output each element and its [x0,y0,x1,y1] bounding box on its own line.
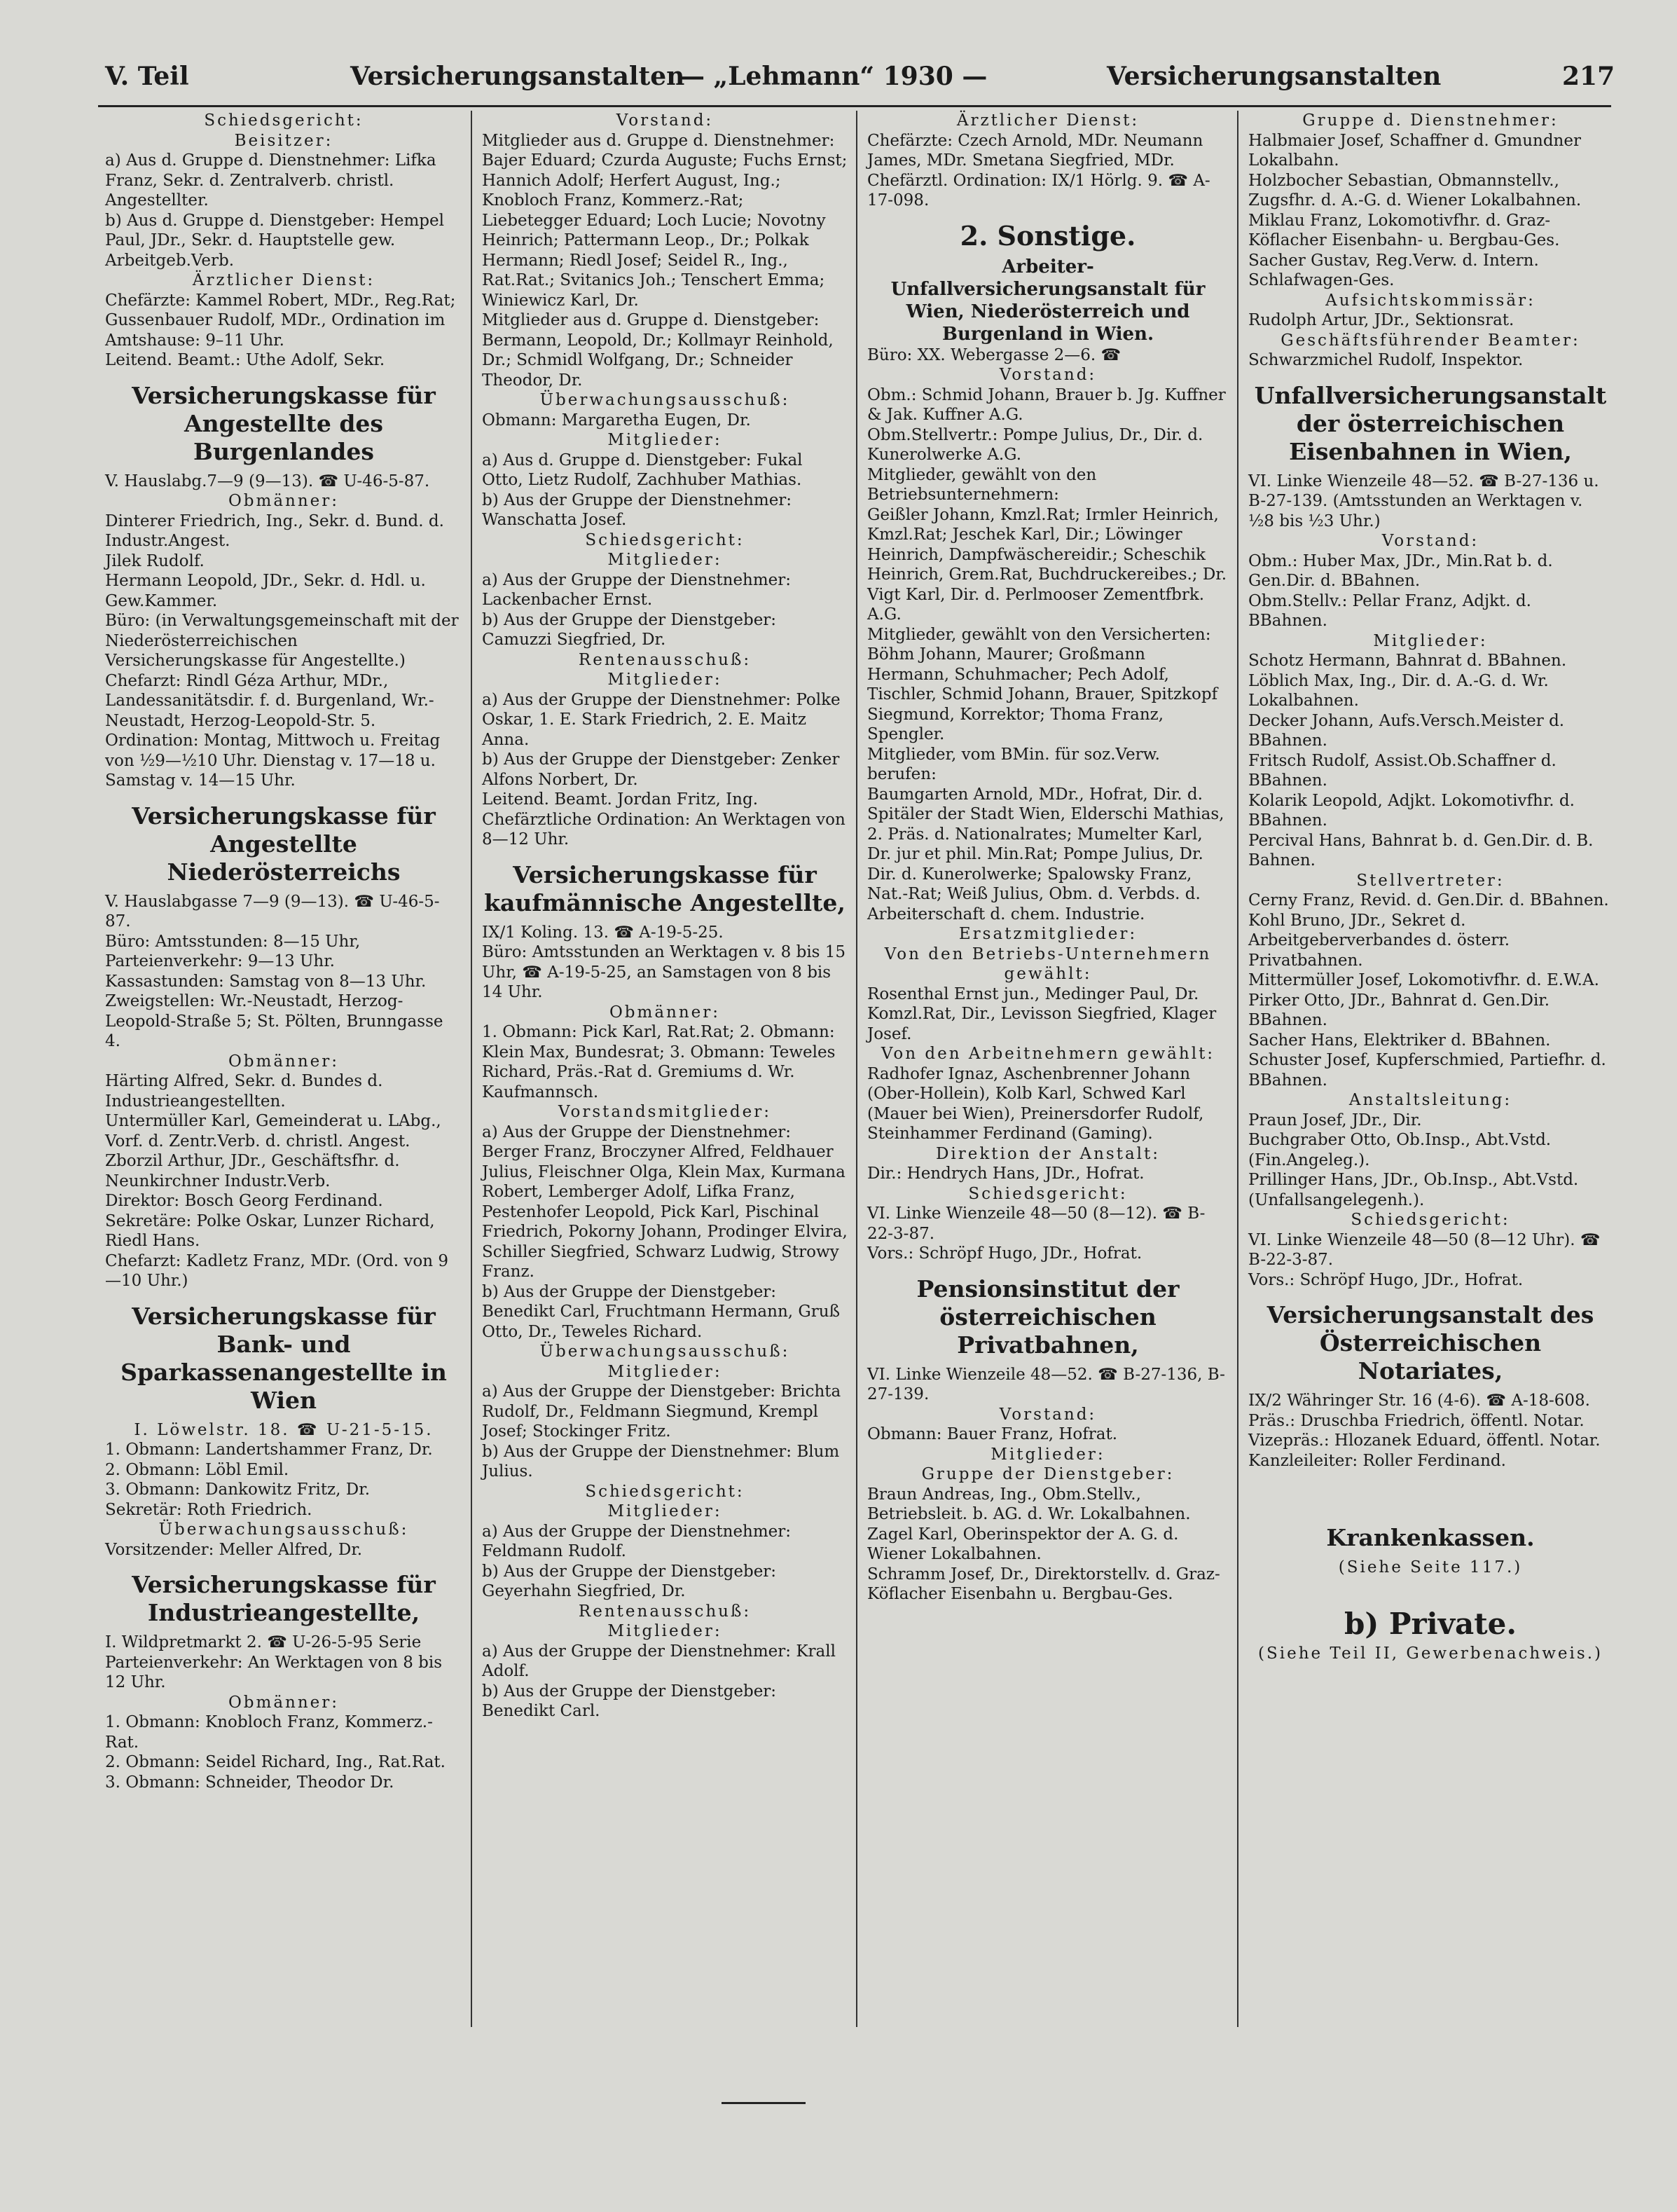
subheading: Gruppe d. Dienstnehmer: [1302,111,1559,130]
subheading: Direktion der Anstalt: [935,1144,1161,1163]
subheading: Stellvertreter: [1356,871,1505,890]
entry: 1. Obmann: Knobloch Franz, Kommerz.-Rat. [105,1713,433,1752]
subheading: Schiedsgericht: [968,1184,1128,1203]
section-title: Versicherungskasse für Bank- und Sparkassenangestellte in Wien [120,1302,447,1414]
column-4 [1248,111,1613,1663]
entry: Ordination: Montag, Mittwoch u. Freitag von ½9—½10 Uhr. Dienstag v. 17—18 u. Samstag v. 14—15 Uhr. [105,731,441,790]
entry: Mitglieder, vom BMin. für soz.Verw. berufen: [867,745,1160,783]
entry: b) Aus der Gruppe der Dienstgeber: Zenker Alfons Norbert, Dr. [482,750,840,789]
section-title: Versicherungskasse für Industrieangestellte, [132,1571,436,1626]
entry: Braun Andreas, Ing., Obm.Stellv., Betriebsleit. b. AG. d. Wr. Lokalbahnen. [867,1485,1191,1523]
address: V. Hauslabgasse 7—9 (9—13). ☎ U-46-5-87. [105,892,440,930]
subheading: Mitglieder: [1373,631,1488,650]
subheading: Ärztlicher Dienst: [192,271,375,289]
entry: Vors.: Schröpf Hugo, JDr., Hofrat. [1248,1270,1524,1289]
column-divider [471,111,472,2027]
entry: Radhofer Ignaz, Aschenbrenner Johann (Ober-Hollein), Kolb Karl, Schwed Karl (Mauer bei Wien), Preinersdorfer Rudolf, Steinhammer Ferdinand (Gaming). [867,1064,1204,1143]
subheading: Vorstand: [1381,532,1479,550]
subheading: Geschäftsführender Beamter: [1281,331,1580,350]
entry: Vizepräs.: Hlozanek Eduard, öffentl. Notar. [1248,1431,1601,1450]
subheading: Schiedsgericht: [1351,1211,1510,1229]
subheading: Gruppe der Dienstgeber: [921,1465,1175,1483]
entry: Sekretäre: Polke Oskar, Lunzer Richard, Riedl Hans. [105,1211,435,1250]
subheading: Von den Arbeitnehmern gewählt: [881,1045,1215,1063]
address: IX/2 Währinger Str. 16 (4-6). ☎ A-18-608. [1248,1392,1590,1410]
entry: 2. Obmann: Löbl Emil. [105,1460,289,1479]
entry: Löblich Max, Ing., Dir. d. A.-G. d. Wr. Lokalbahnen. [1248,671,1549,710]
subheading: Vorstandsmitglieder: [558,1103,771,1121]
subheading: Obmänner: [609,1003,721,1022]
subheading: Mitglieder: [607,551,722,569]
subheading: Schiedsgericht: [585,1482,745,1501]
entry: 3. Obmann: Dankowitz Fritz, Dr. [105,1481,371,1499]
entry: Leitend. Beamt. Jordan Fritz, Ing. [482,790,758,809]
entry: Obmann: Bauer Franz, Hofrat. [867,1425,1118,1443]
entry: Chefärzte: Kammel Robert, MDr., Reg.Rat; Gussenbauer Rudolf, MDr., Ordination im Amtshause: 9–11 Uhr. [105,291,456,350]
entry: Kohl Bruno, JDr., Sekret d. Arbeitgeberverbandes d. österr. Privatbahnen. [1248,911,1510,970]
section-title: 2. Sonstige. [960,219,1136,252]
entry: Chefärzte: Czech Arnold, MDr. Neumann James, MDr. Smetana Siegfried, MDr. [867,131,1203,170]
section-title: Versicherungskasse für kaufmännische Angestellte, [484,860,846,916]
entry: Praun Josef, JDr., Dir. [1248,1111,1422,1129]
subheading: Obmänner: [228,1052,340,1071]
subheading: Rentenausschuß: [578,650,752,669]
section-title: Arbeiter-Unfallversicherungsanstalt für Wien, Niederösterreich und Burgenland in Wien. [890,256,1206,345]
entry: Chefärztliche Ordination: An Werktagen von 8—12 Uhr. [482,810,846,849]
entry: a) Aus der Gruppe der Dienstnehmer: Krall Adolf. [482,1642,836,1680]
column-1 [105,111,462,1792]
section-title: Versicherungsanstalt des Österreichischen Notariates, [1267,1301,1594,1385]
end-rule [722,2102,806,2104]
cross-reference: (Siehe Teil II, Gewerbenachweis.) [1258,1644,1603,1663]
entry: Kassastunden: Samstag von 8—13 Uhr. [105,972,427,991]
entry: b) Aus der Gruppe der Dienstnehmer: Blum Julius. [482,1442,840,1481]
entry: Kolarik Leopold, Adjkt. Lokomotivfhr. d. BBahnen. [1248,791,1575,830]
subheading: Mitglieder: [607,1502,722,1520]
entry: a) Aus der Gruppe der Dienstgeber: Brichta Rudolf, Dr., Feldmann Siegmund, Krempl Josef; Stockinger Fritz. [482,1382,841,1441]
subheading: Obmänner: [228,1693,340,1712]
entry: Kanzleileiter: Roller Ferdinand. [1248,1451,1506,1470]
entry: b) Aus der Gruppe der Dienstnehmer: Wanschatta Josef. [482,490,792,529]
subheading: Mitglieder: [607,431,722,449]
entry: Mitglieder aus d. Gruppe d. Dienstgeber: Bermann, Leopold, Dr.; Kollmayr Reinhold, Dr.; Schmidl Wolfgang, Dr.; Schneider Theodor, Dr. [482,311,834,390]
subheading: Schiedsgericht: [585,530,745,549]
entry: Rudolph Artur, JDr., Sektionsrat. [1248,311,1514,329]
entry: a) Aus der Gruppe der Dienstnehmer: Polke Oskar, 1. E. Stark Friedrich, 2. E. Maitz Anna. [482,690,841,749]
subheading: Vorstand: [999,366,1097,384]
subheading: Überwachungsausschuß: [158,1520,409,1539]
entry: Direktor: Bosch Georg Ferdinand. [105,1192,383,1210]
address: VI. Linke Wienzeile 48—52. ☎ B-27-136, B-27-139. [867,1365,1225,1403]
subheading: Mitglieder: [991,1445,1105,1464]
subheading: Überwachungsausschuß: [539,1342,790,1361]
entry: a) Aus d. Gruppe d. Dienstnehmer: Lifka Franz, Sekr. d. Zentralverb. christl. Angestellter. [105,151,436,209]
address: Büro: XX. Webergasse 2—6. ☎ [867,345,1122,364]
subheading: Vorstand: [616,111,714,130]
subheading: Rentenausschuß: [578,1602,752,1621]
entry: Präs.: Druschba Friedrich, öffentl. Notar. [1248,1411,1585,1430]
entry: Sacher Hans, Elektriker d. BBahnen. [1248,1031,1551,1050]
subheading: Mitglieder: [607,671,722,689]
subheading: Obmänner: [228,492,340,510]
page-number: 217 [1562,62,1615,91]
entry: Hermann Leopold, JDr., Sekr. d. Hdl. u. Gew.Kammer. [105,572,426,610]
entry: Zagel Karl, Oberinspektor der A. G. d. Wiener Lokalbahnen. [867,1525,1179,1563]
entry: Schwarzmichel Rudolf, Inspektor. [1248,351,1524,369]
entry: Chefärztl. Ordination: IX/1 Hörlg. 9. ☎ A-17-098. [867,171,1210,209]
subheading: Vorstand: [999,1405,1097,1424]
entry: Böhm Johann, Maurer; Großmann Hermann, Schuhmacher; Pech Adolf, Tischler, Schmid Johann, Brauer, Spitzkopf Siegmund, Korrektor; Thoma Franz, Spengler. [867,645,1218,743]
entry: 1. Obmann: Pick Karl, Rat.Rat; 2. Obmann: Klein Max, Bundesrat; 3. Obmann: Teweles Richard, Präs.-Rat d. Gremiums d. Wr. Kaufmannsch. [482,1023,836,1101]
column-divider [1237,111,1238,2027]
entry: Leitend. Beamt.: Uthe Adolf, Sekr. [105,351,385,369]
entry: Chefarzt: Kadletz Franz, MDr. (Ord. von 9—10 Uhr.) [105,1251,448,1290]
entry: Schramm Josef, Dr., Direktorstellv. d. Graz-Köflacher Eisenbahn u. Bergbau-Ges. [867,1565,1220,1603]
subheading: Mitglieder: [607,1622,722,1640]
subheading: Anstaltsleitung: [1348,1091,1512,1109]
entry: Zborzil Arthur, JDr., Geschäftsfhr. d. Neunkirchner Industr.Verb. [105,1152,400,1190]
entry: 1. Obmann: Landertshammer Franz, Dr. [105,1441,433,1459]
entry: Mittermüller Josef, Lokomotivfhr. d. E.W.A. [1248,971,1599,989]
entry: Holzbocher Sebastian, Obmannstellv., Zugsfhr. d. A.-G. d. Wiener Lokalbahnen. [1248,171,1582,209]
entry: Schuster Josef, Kupferschmied, Partiefhr. d. BBahnen. [1248,1051,1606,1090]
entry: Schotz Hermann, Bahnrat d. BBahnen. [1248,652,1567,670]
section-title: Krankenkassen. [1326,1524,1535,1551]
header-section-right: Versicherungsanstalten [1107,62,1442,91]
entry: a) Aus der Gruppe der Dienstnehmer: Lackenbacher Ernst. [482,570,792,609]
entry: b) Aus der Gruppe der Dienstgeber: Benedikt Carl. [482,1682,777,1720]
entry: Härting Alfred, Sekr. d. Bundes d. Industrieangestellten. [105,1072,383,1111]
address: V. Hauslabg.7—9 (9—13). ☎ U-46-5-87. [105,472,430,490]
entry: Obmann: Margaretha Eugen, Dr. [482,411,751,430]
entry: Obm.Stellvertr.: Pompe Julius, Dr., Dir. d. Kunerolwerke A.G. [867,425,1203,464]
entry: Geißler Johann, Kmzl.Rat; Irmler Heinrich, Kmzl.Rat; Jeschek Karl, Dir.; Löwinger Heinrich, Dampfwäschereidir.; Scheschik Heinrich, Grem.Rat, Buchdruckereibes.; Dr. Vigt Karl, Dir. d. Perlmooser Zementfbrk. A.G. [867,505,1227,624]
entry: Percival Hans, Bahnrat b. d. Gen.Dir. d. B. Bahnen. [1248,831,1594,870]
entry: Fritsch Rudolf, Assist.Ob.Schaffner d. BBahnen. [1248,751,1557,790]
entry: Baumgarten Arnold, MDr., Hofrat, Dir. d. Spitäler der Stadt Wien, Elderschi Mathias, 2. Präs. d. Nationalrates; Mumelter Karl, Dr. jur et phil. Min.Rat; Pompe Julius, Dr. Dir. d. Kunerolwerke; Spalowsky Franz, Nat.-Rat; Weiß Julius, Obm. d. Verbds. d. Arbeiterschaft d. chem. Industrie. [867,785,1224,923]
entry: Buchgraber Otto, Ob.Insp., Abt.Vstd. (Fin.Angeleg.). [1248,1131,1552,1169]
entry: Halbmaier Josef, Schaffner d. Gmundner Lokalbahn. [1248,131,1581,170]
entry: Chefarzt: Rindl Géza Arthur, MDr., Landessanitätsdir. f. d. Burgenland, Wr.-Neustadt, Herzog-Leopold-Str. 5. [105,671,434,730]
column-2 [482,111,848,1722]
entry: a) Aus der Gruppe der Dienstnehmer: Berger Franz, Broczyner Alfred, Feldhauer Julius, Fleischner Olga, Klein Max, Kurmana Robert, Lemberger Adolf, Lifka Franz, Pestenhofer Leopold, Pick Karl, Pischinal Friedrich, Pokorny Johann, Prodinger Elvira, Schiller Siegfried, Schwarz Ludwig, Strowy Franz. [482,1122,848,1281]
address: I. Wildpretmarkt 2. ☎ U-26-5-95 Serie [105,1633,422,1651]
entry: b) Aus der Gruppe der Dienstgeber: Benedikt Carl, Fruchtmann Hermann, Gruß Otto, Dr., Teweles Richard. [482,1282,840,1341]
subheading: Von den Betriebs-Unternehmern gewählt: [884,944,1212,983]
entry: Jilek Rudolf. [105,551,205,570]
header-rule [98,105,1611,107]
header-title: — „Lehmann“ 1930 — [679,62,988,91]
entry: Rosenthal Ernst jun., Medinger Paul, Dr. Komzl.Rat, Dir., Levisson Siegfried, Klager Josef. [867,984,1217,1043]
entry: Obm.Stellv.: Pellar Franz, Adjkt. d. BBahnen. [1248,591,1531,630]
section-title: Pensionsinstitut der österreichischen Privatbahnen, [916,1275,1180,1359]
entry: Dinterer Friedrich, Ing., Sekr. d. Bund. d. Industr.Angest. [105,511,444,550]
section-title: Versicherungskasse für Angestellte Niederösterreichs [132,802,436,886]
entry: Vorsitzender: Meller Alfred, Dr. [105,1540,363,1559]
entry: Obm.: Schmid Johann, Brauer b. Jg. Kuffner & Jak. Kuffner A.G. [867,385,1226,424]
entry: Büro: Amtsstunden: 8—15 Uhr, Parteienverkehr: 9—13 Uhr. [105,932,361,970]
entry: Cerny Franz, Revid. d. Gen.Dir. d. BBahnen. [1248,891,1609,909]
cross-reference: (Siehe Seite 117.) [1338,1558,1523,1576]
entry: b) Aus der Gruppe der Dienstgeber: Camuzzi Siegfried, Dr. [482,610,777,649]
subheading: Ersatzmitglieder: [958,925,1138,943]
section-title: Unfallversicherungsanstalt der österreichischen Eisenbahnen in Wien, [1254,381,1607,465]
subheading: Aufsichtskommissär: [1325,291,1535,310]
entry: VI. Linke Wienzeile 48—50 (8—12 Uhr). ☎ B-22-3-87. [1248,1230,1601,1269]
subheading: Überwachungsausschuß: [539,391,790,409]
entry: Mitglieder, gewählt von den Betriebsunternehmern: [867,465,1097,504]
entry: Miklau Franz, Lokomotivfhr. d. Graz-Köflacher Eisenbahn- u. Bergbau-Ges. [1248,211,1560,249]
entry: Mitglieder, gewählt von den Versicherten: [867,625,1211,644]
address: IX/1 Koling. 13. ☎ A-19-5-25. [482,923,724,942]
entry: Dir.: Hendrych Hans, JDr., Hofrat. [867,1165,1145,1183]
header-section-left: Versicherungsanstalten [350,62,685,91]
entry: Untermüller Karl, Gemeinderat u. LAbg., Vorf. d. Zentr.Verb. d. christl. Angest. [105,1112,441,1150]
entry: Obm.: Huber Max, JDr., Min.Rat b. d. Gen.Dir. d. BBahnen. [1248,551,1553,590]
entry: Prillinger Hans, JDr., Ob.Insp., Abt.Vstd. (Unfallsangelegenh.). [1248,1171,1579,1209]
entry: a) Aus d. Gruppe d. Dienstgeber: Fukal Otto, Lietz Rudolf, Zachhuber Mathias. [482,451,803,489]
header-part: V. Teil [105,62,189,91]
address: VI. Linke Wienzeile 48—52. ☎ B-27-136 u. B-27-139. (Amtsstunden an Werktagen v. ½8 bis ½3 Uhr.) [1248,472,1599,530]
entry: VI. Linke Wienzeile 48—50 (8—12). ☎ B-22-3-87. [867,1204,1206,1243]
entry: Sekretär: Roth Friedrich. [105,1500,312,1519]
running-header [105,62,1618,104]
entry: Büro: (in Verwaltungsgemeinschaft mit der Niederösterreichischen Versicherungskasse für Angestellte.) [105,612,459,670]
entry: 2. Obmann: Seidel Richard, Ing., Rat.Rat. [105,1753,446,1771]
subheading: Mitglieder: [607,1362,722,1381]
entry: Mitglieder aus d. Gruppe d. Dienstnehmer: Bajer Eduard; Czurda Auguste; Fuchs Ernst; Hannich Adolf; Herfert August, Ing.; Knobloch Franz, Kommerz.-Rat; Liebetegger Eduard; Loch Lucie; Novotny Heinrich; Pattermann Leop., Dr.; Polkak Hermann; Riedl Josef; Seidel R., Ing., Rat.Rat.; Svitanics Joh.; Tenschert Emma; Winiewicz Karl, Dr. [482,131,848,310]
entry: b) Aus der Gruppe der Dienstgeber: Geyerhahn Siegfried, Dr. [482,1562,777,1600]
section-title: Versicherungskasse für Angestellte des Burgenlandes [132,381,436,465]
section-title: b) Private. [1344,1606,1517,1641]
subheading: Schiedsgericht: [204,111,364,130]
column-divider [856,111,857,2027]
entry: Zweigstellen: Wr.-Neustadt, Herzog-Leopold-Straße 5; St. Pölten, Brunngasse 4. [105,992,443,1050]
entry: Büro: Amtsstunden an Werktagen v. 8 bis 15 Uhr, ☎ A-19-5-25, an Samstagen von 8 bis 14 Uhr. [482,943,846,1001]
entry: b) Aus d. Gruppe d. Dienstgeber: Hempel Paul, JDr., Sekr. d. Hauptstelle gew. Arbeitgeb.Verb. [105,211,444,270]
entry: Sacher Gustav, Reg.Verw. d. Intern. Schlafwagen-Ges. [1248,251,1539,289]
column-3 [867,111,1229,1605]
subheading: Ärztlicher Dienst: [956,111,1140,130]
entry: a) Aus der Gruppe der Dienstnehmer: Feldmann Rudolf. [482,1522,792,1560]
entry: Decker Johann, Aufs.Versch.Meister d. BBahnen. [1248,711,1565,750]
entry: Vors.: Schröpf Hugo, JDr., Hofrat. [867,1244,1143,1263]
subheading: Beisitzer: [234,131,333,150]
entry: Parteienverkehr: An Werktagen von 8 bis 12 Uhr. [105,1653,443,1691]
entry: Pirker Otto, JDr., Bahnrat d. Gen.Dir. BBahnen. [1248,991,1550,1029]
address: I. Löwelstr. 18. ☎ U-21-5-15. [134,1420,434,1439]
entry: 3. Obmann: Schneider, Theodor Dr. [105,1773,394,1792]
